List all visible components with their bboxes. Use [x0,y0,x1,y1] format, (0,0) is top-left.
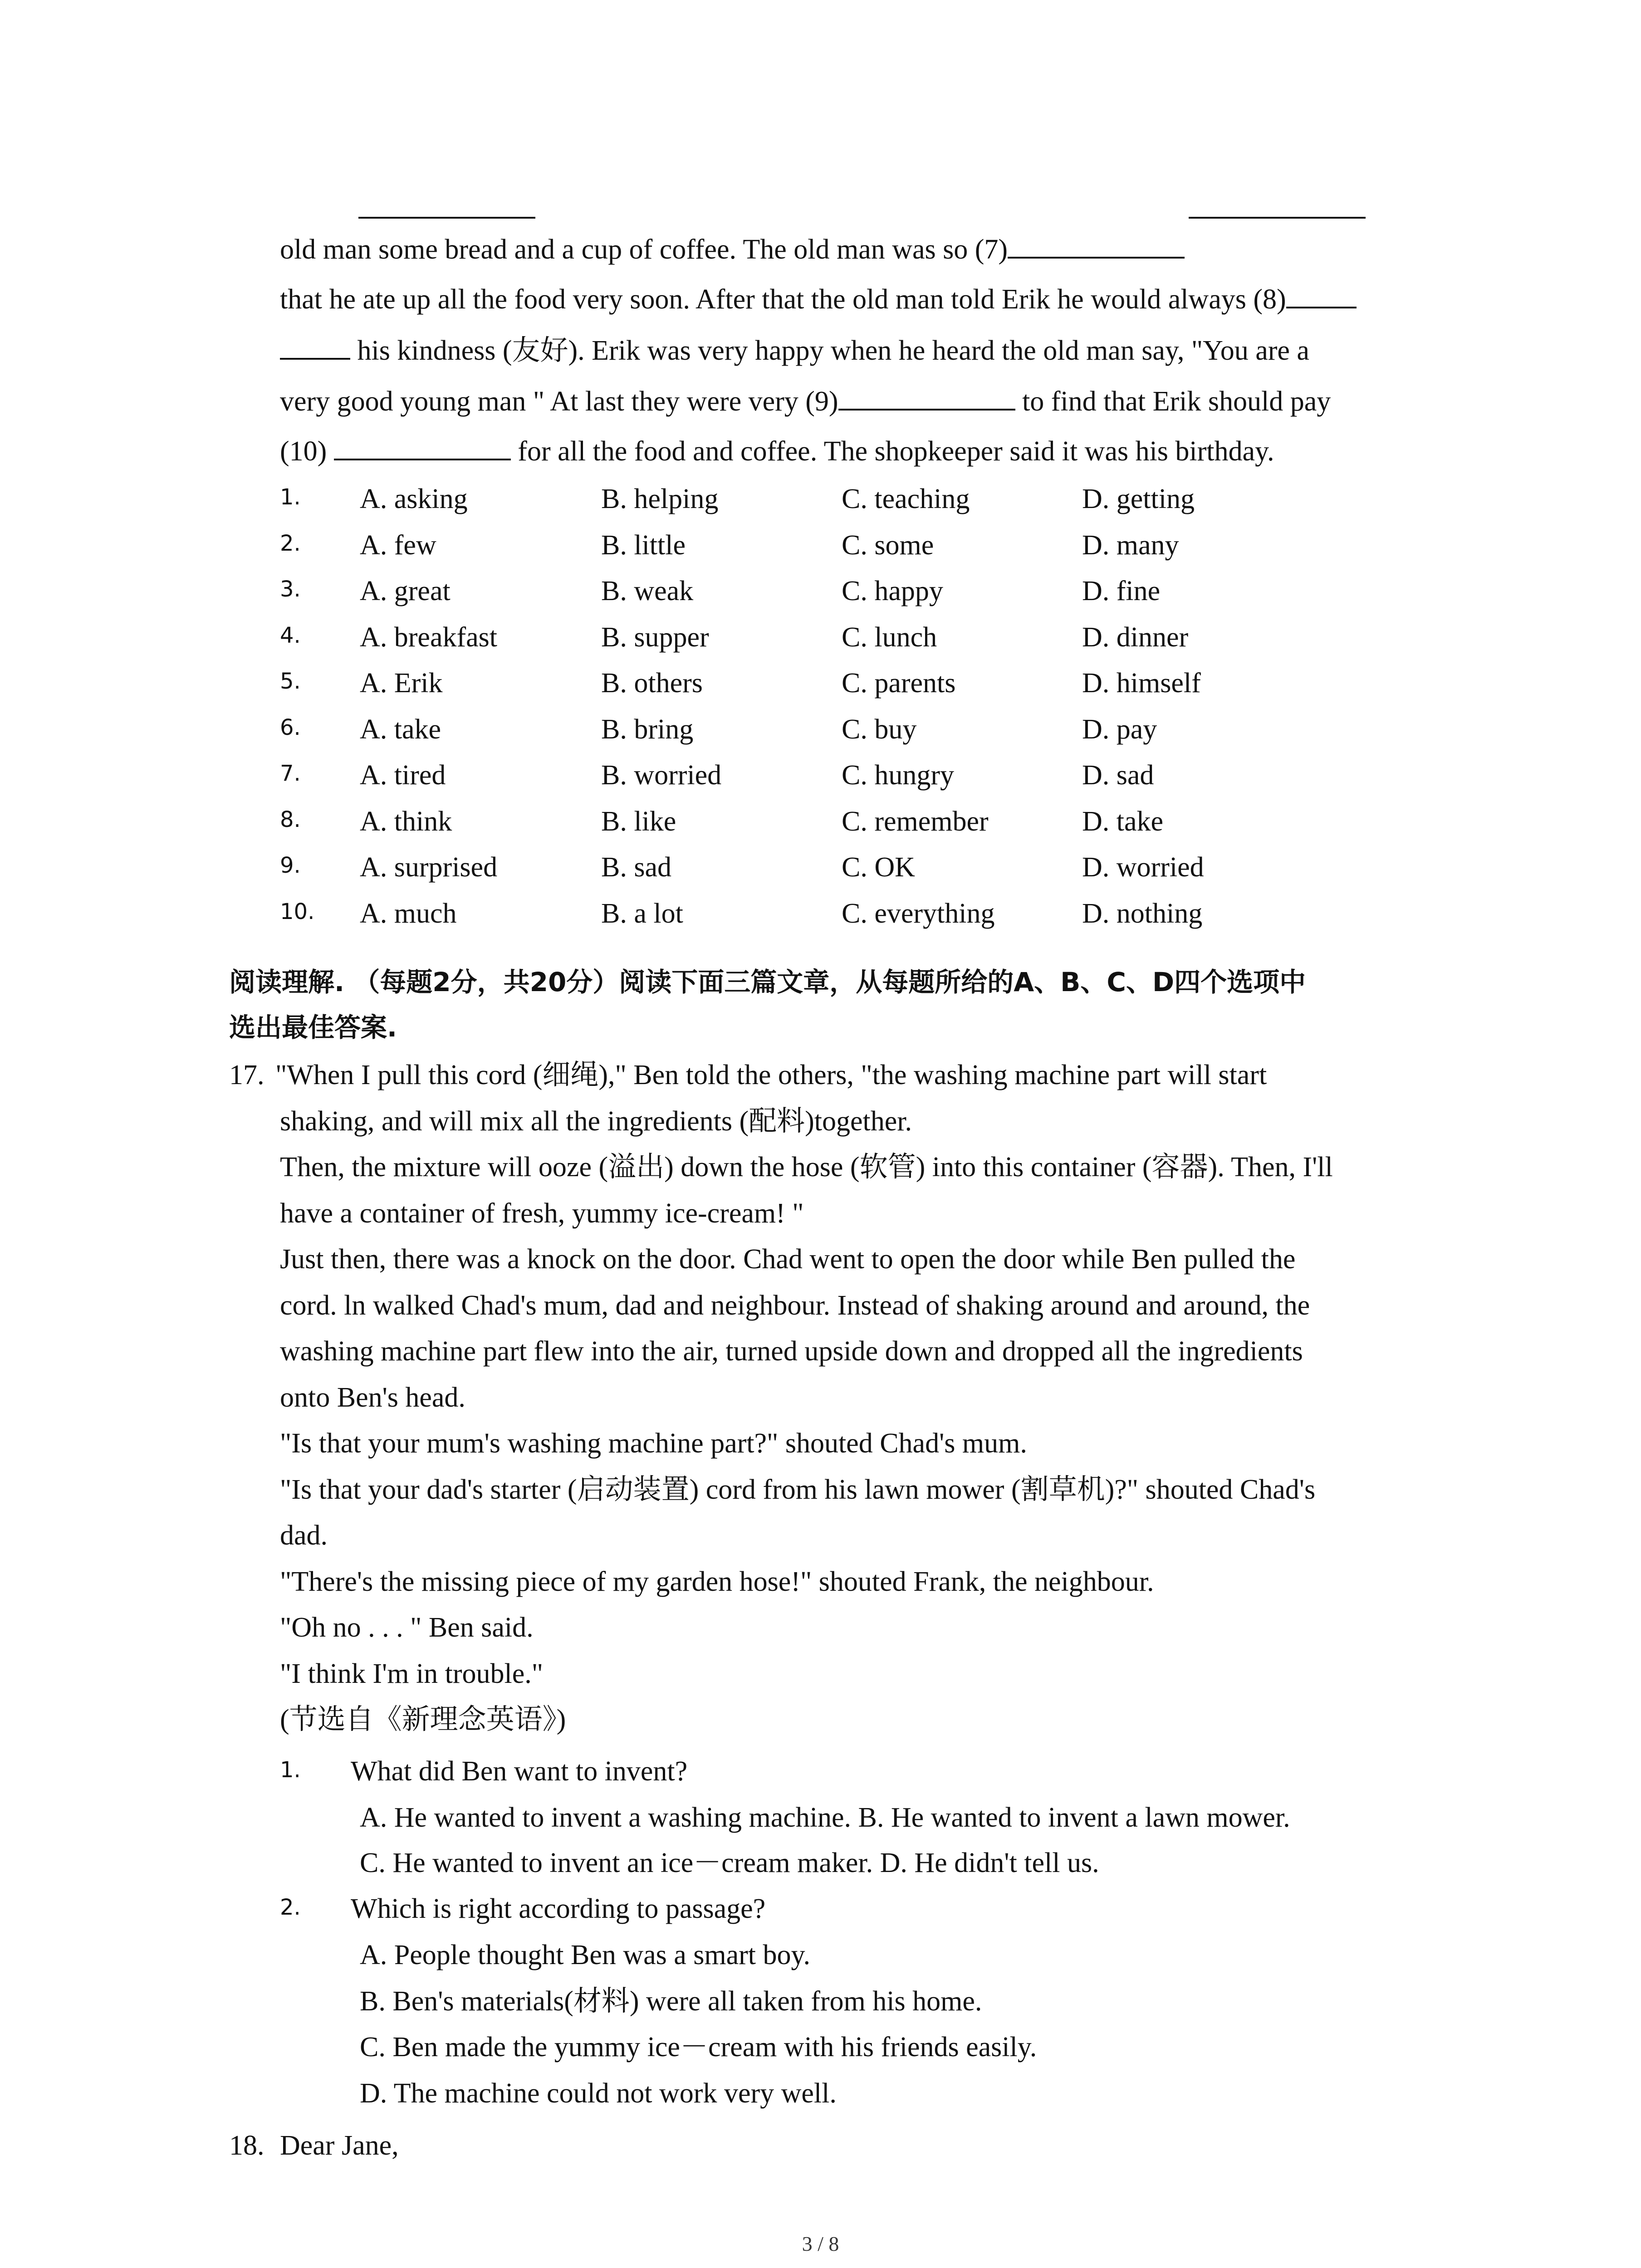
option-d: D. worried [1082,852,1204,883]
option-b: B. worried [601,760,722,791]
option-number: 1. [280,484,301,510]
option-d: D. take [1082,806,1164,837]
option-a: A. breakfast [360,621,497,653]
option-number: 10. [280,899,315,924]
option-d: D. sad [1082,760,1154,791]
sub-question-text: Which is right according to passage? [351,1893,766,1924]
answer-blank [1008,231,1185,259]
passage-line: "Oh no . . . " Ben said. [280,1612,534,1643]
answer-blank [1286,281,1357,308]
passage-line: "I think I'm in trouble." [280,1658,544,1689]
option-a: A. few [360,529,436,561]
passage-line: onto Ben's head. [280,1382,465,1413]
option-a: A. asking [360,484,468,514]
passage-text: to find that Erik should pay [1015,386,1331,417]
answer-blank [358,217,535,219]
option-number: 5. [280,669,301,694]
option-number: 4. [280,622,301,648]
passage-line [280,231,1185,268]
option-number: 6. [280,714,301,740]
option-number: 9. [280,853,301,878]
section-title: 阅读理解. （每题2分，共20分）阅读下面三篇文章，从每题所给的A、B、C、D四个选项中 [229,967,1306,997]
passage-line: dad. [280,1520,328,1551]
answer-blank [280,332,350,360]
passage-line [280,332,1309,369]
option-b: B. bring [601,714,694,745]
passage-line: shaking, and will mix all the ingredients (配料)together. [280,1105,912,1137]
option-b: B. others [601,668,703,699]
passage-line: "Is that your mum's washing machine part?" shouted Chad's mum. [280,1428,1027,1459]
option-a: A. much [360,898,457,929]
option-c: C. lunch [842,621,937,653]
passage-line: washing machine part flew into the air, turned upside down and dropped all the ingredients [280,1336,1303,1367]
answer-blank [334,433,511,460]
option-b: B. like [601,806,676,837]
passage-text: (10) [280,436,334,467]
passage-line: Then, the mixture will ooze (溢出) down the hose (软管) into this container (容器). Then, I'll [280,1152,1333,1183]
passage-line: "Is that your dad's starter (启动装置) cord from his lawn mower (割草机)?" shouted Chad's [280,1474,1316,1505]
option-d: D. getting [1082,484,1195,514]
passage-line: "There's the missing piece of my garden hose!" shouted Frank, the neighbour. [280,1566,1154,1597]
sub-question-option: B. Ben's materials(材料) were all taken from his home. [360,1985,982,2017]
option-d: D. nothing [1082,898,1203,929]
option-b: B. sad [601,852,671,883]
option-d: D. dinner [1082,621,1189,653]
passage-line [280,433,1274,469]
answer-blank [838,383,1015,411]
option-c: C. hungry [842,760,954,791]
option-c: C. teaching [842,484,970,514]
option-a: A. tired [360,760,446,791]
passage-text: that he ate up all the food very soon. After that the old man told Erik he would always (8) [280,284,1286,315]
option-number: 8. [280,807,301,832]
option-a: A. take [360,714,441,745]
sub-question-option: C. He wanted to invent an ice－cream maker. D. He didn't tell us. [360,1848,1099,1878]
passage-line: "When I pull this cord (细绳)," Ben told the others, "the washing machine part will start [275,1060,1267,1090]
answer-blank [1189,217,1366,219]
option-b: B. supper [601,621,709,653]
section-title: 选出最佳答案. [229,1012,397,1043]
option-d: D. many [1082,529,1179,561]
question-number: 18. [229,2130,265,2161]
passage-text: old man some bread and a cup of coffee. The old man was so (7) [280,234,1008,265]
option-a: A. great [360,576,451,606]
option-a: A. surprised [360,852,498,883]
option-c: C. happy [842,576,943,606]
passage-line: cord. ln walked Chad's mum, dad and neighbour. Instead of shaking around and around, the [280,1290,1310,1321]
option-number: 2. [280,530,301,556]
passage-text: very good young man " At last they were very (9) [280,386,838,417]
option-a: A. think [360,806,452,837]
passage-line: have a container of fresh, yummy ice-cream! " [280,1198,804,1229]
page-number: 3 / 8 [802,2232,839,2255]
sub-question-number: 1. [280,1757,301,1783]
question-number: 17. [229,1060,265,1090]
option-c: C. OK [842,852,915,883]
passage-line: (节选自《新理念英语》) [280,1704,566,1735]
sub-question-option: D. The machine could not work very well. [360,2077,837,2109]
option-b: B. little [601,529,686,561]
sub-question-option: C. Ben made the yummy ice－cream with his friends easily. [360,2032,1037,2063]
option-d: D. pay [1082,714,1157,745]
passage-line [280,281,1357,318]
option-b: B. weak [601,576,694,606]
option-number: 7. [280,761,301,786]
option-c: C. remember [842,806,989,837]
sub-question-number: 2. [280,1895,301,1920]
option-number: 3. [280,577,301,602]
passage-line [280,383,1331,420]
option-c: C. buy [842,714,917,745]
option-b: B. a lot [601,898,683,929]
option-a: A. Erik [360,668,443,699]
option-c: C. some [842,529,934,561]
option-d: D. himself [1082,668,1201,699]
option-c: C. parents [842,668,956,699]
option-d: D. fine [1082,576,1161,606]
passage-text: his kindness (友好). Erik was very happy when he heard the old man say, "You are a [350,335,1309,366]
passage-line: Just then, there was a knock on the door. Chad went to open the door while Ben pulled the [280,1244,1296,1275]
option-c: C. everything [842,898,995,929]
sub-question-text: What did Ben want to invent? [351,1756,688,1787]
option-b: B. helping [601,484,719,514]
letter-salutation: Dear Jane, [280,2130,399,2161]
sub-question-option: A. People thought Ben was a smart boy. [360,1940,810,1970]
passage-text: for all the food and coffee. The shopkeeper said it was his birthday. [510,436,1274,467]
sub-question-option: A. He wanted to invent a washing machine. B. He wanted to invent a lawn mower. [360,1802,1290,1833]
